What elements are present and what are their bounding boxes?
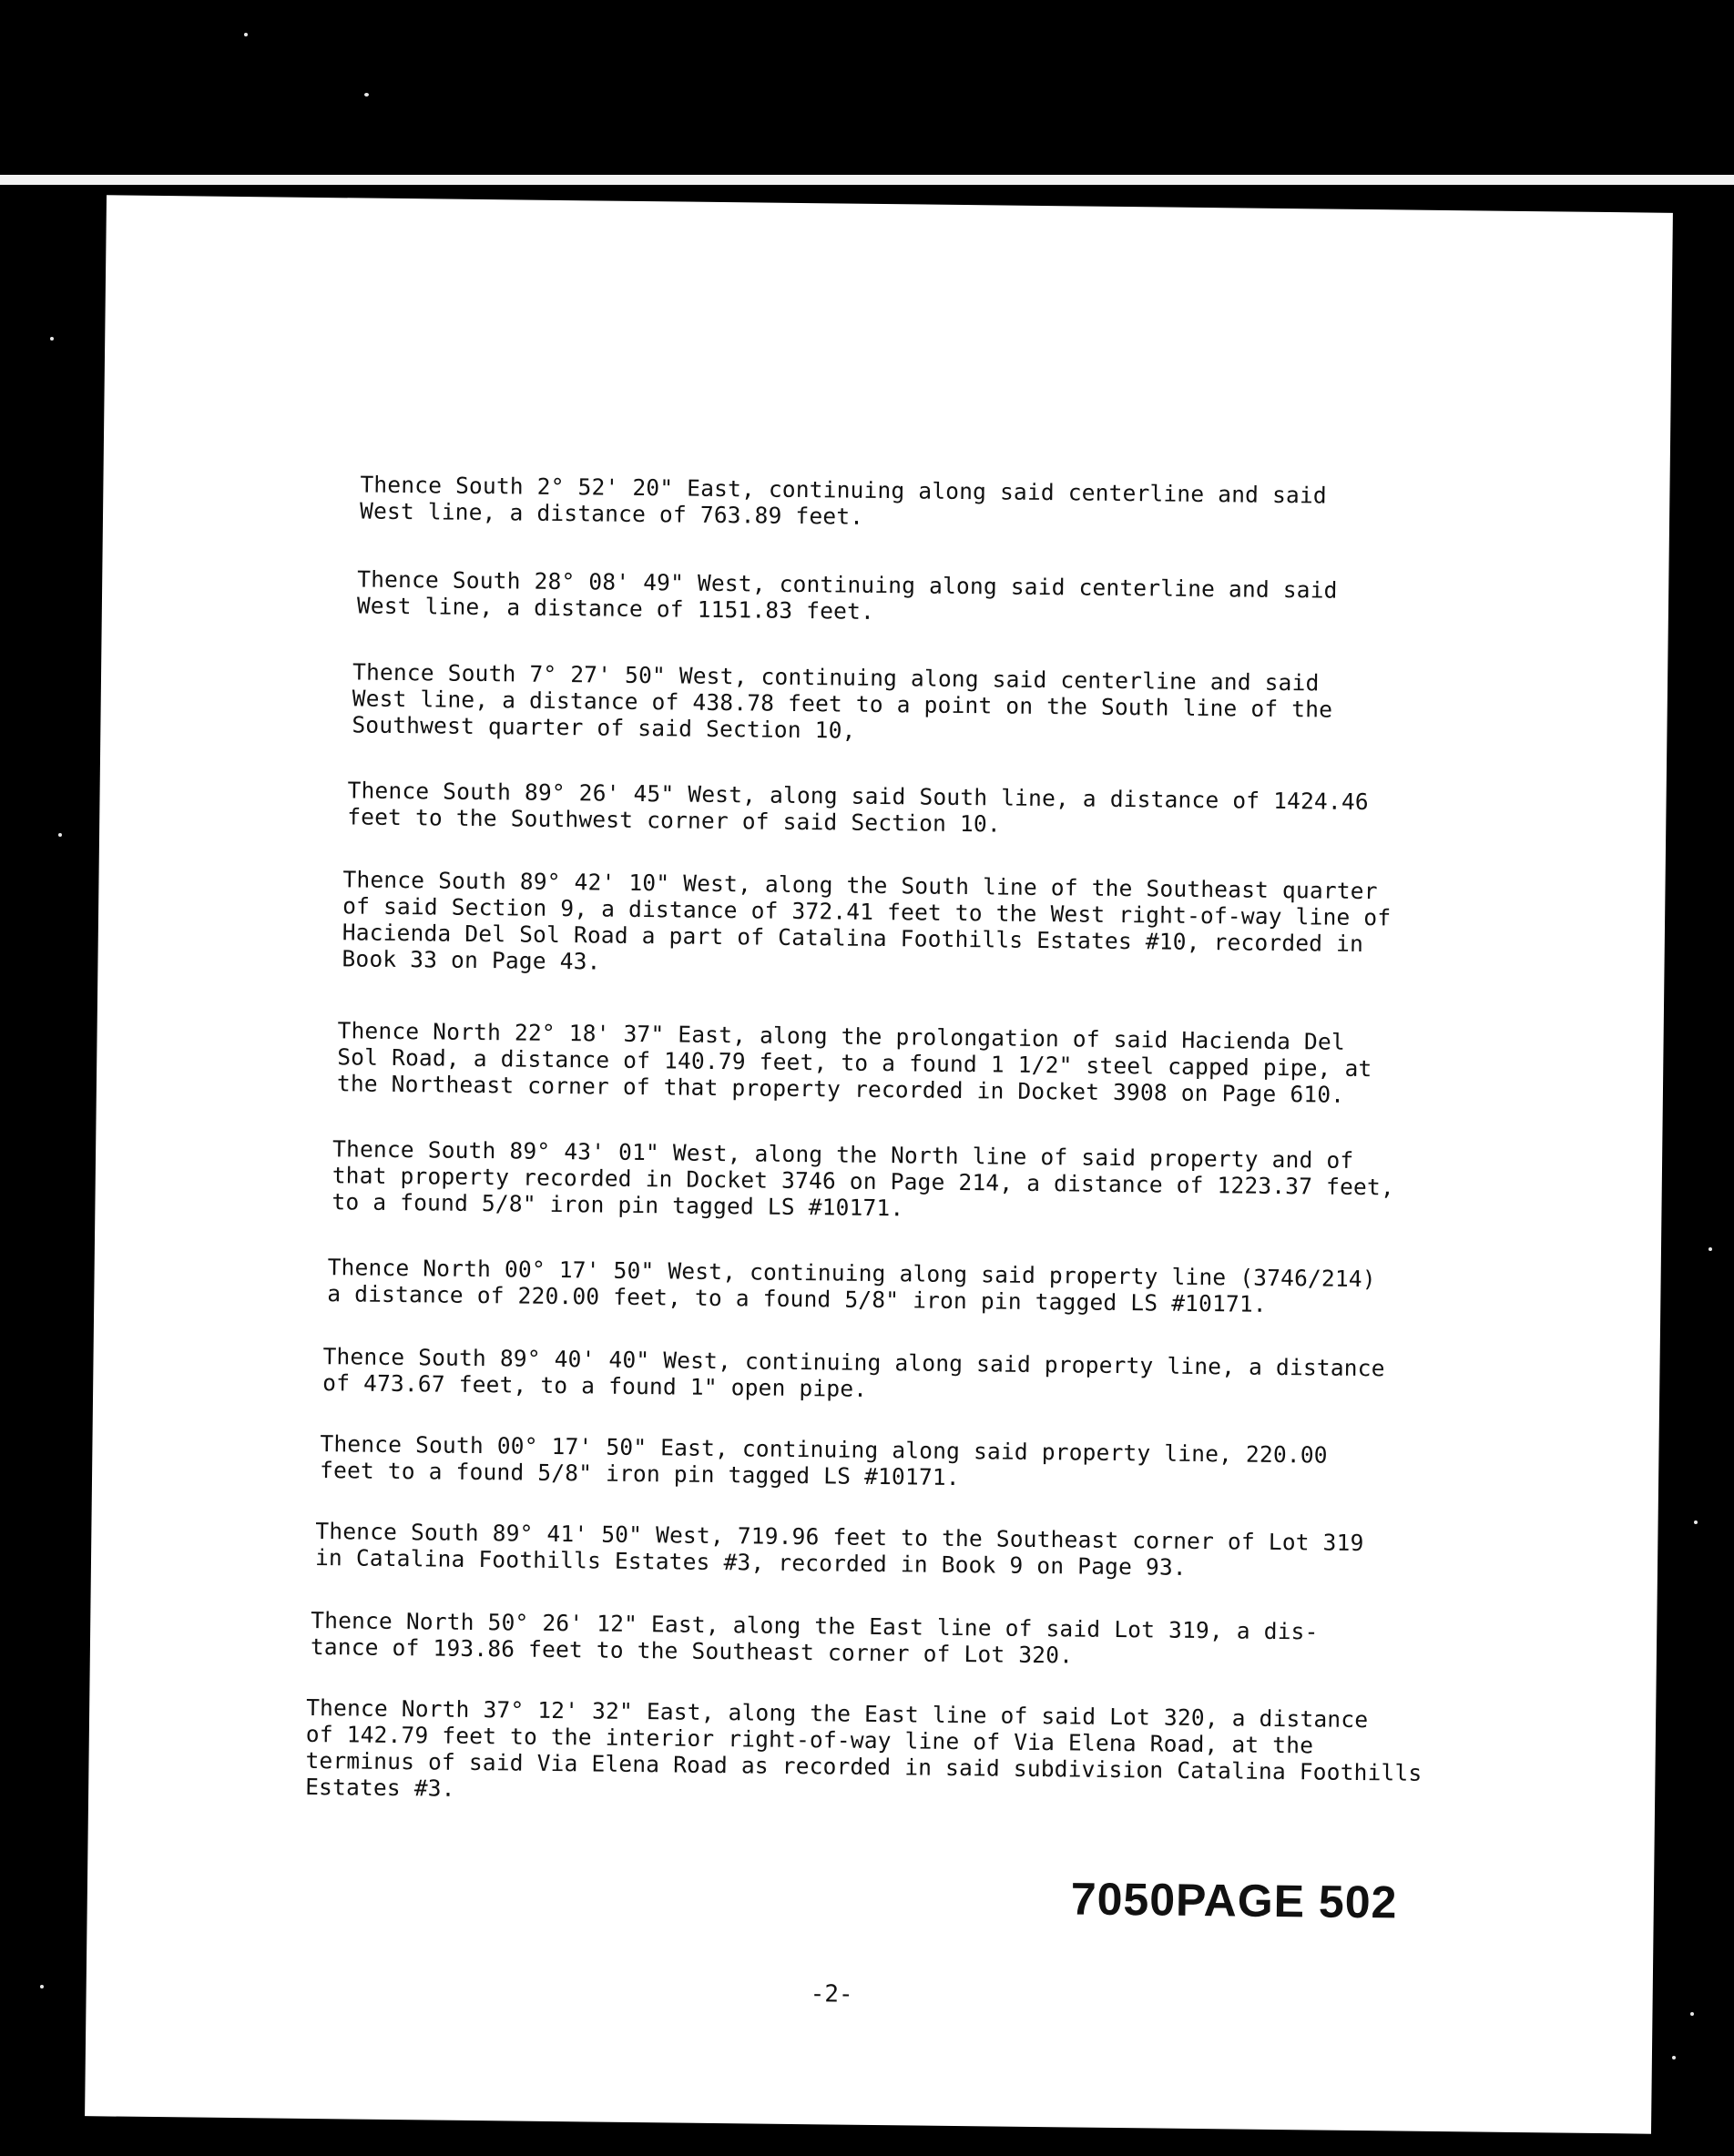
paragraph: Thence North 00° 17' 50" West, continuing along said property line (3746/214) a distance of 220.00 feet, to a found 5/8" iron pin tagged LS #10171. [327,1254,1376,1317]
scan-speck [1708,1247,1712,1251]
scan-speck [364,93,369,97]
paragraph: Thence South 89° 26' 45" West, along said South line, a distance of 1424.46 feet to the Southwest corner of said Section 10. [347,777,1370,838]
scan-speck [40,1985,44,1988]
scan-speck [244,33,248,36]
paragraph: Thence South 89° 40' 40" West, continuing along said property line, a distance of 473.67 feet, to a found 1" open pipe. [322,1343,1385,1402]
scan-speck [1694,1520,1698,1524]
scan-speck [58,833,62,837]
paragraph: Thence South 28° 08' 49" West, continuing along said centerline and said West line, a distance of 1151.83 feet. [356,565,1338,625]
scan-speck [50,337,54,341]
book-page-stamp: 7050PAGE 502 [1070,1873,1398,1928]
page-number: -2- [810,1980,853,2009]
document-page [85,195,1673,2133]
paragraph: Thence South 7° 27' 50" West, continuing along said centerline and said West line, a distance of 438.78 feet to a point on the South line of the Southwest quarter of said Section 10, [352,658,1333,744]
paragraph: Thence North 50° 26' 12" East, along the East line of said Lot 319, a dis- tance of 193.86 feet to the Southeast corner of Lot 320. [310,1606,1319,1669]
paragraph: Thence South 89° 42' 10" West, along the South line of the Southeast quarter of said Section 9, a distance of 372.41 feet to the West right-of-way line of Hacienda Del Sol Road a part of Catalina Foothills Estates #10, recorded in Book 33 on Page 43. [342,866,1392,975]
scan-speck [1672,2056,1676,2059]
paragraph: Thence North 37° 12' 32" East, along the East line of said Lot 320, a distance of 142.79 feet to the interior right-of-way line of Via Elena Road, at the terminus of said Via Elena Road as recorded in said subdivision Catalina Foothills Estates #3. [305,1693,1423,1802]
scan-speck [1690,2012,1694,2016]
paragraph: Thence North 22° 18' 37" East, along the prolongation of said Hacienda Del Sol Road, a distance of 140.79 feet, to a found 1 1/2" steel capped pipe, at the Northeast corner of that property recorded in Docket 3908 on Page 610. [336,1017,1372,1108]
top-edge-rule [0,175,1734,185]
paragraph: Thence South 89° 43' 01" West, along the North line of said property and of that property recorded in Docket 3746 on Page 214, a distance of 1223.37 feet, to a found 5/8" iron pin tagged LS #10171. [332,1135,1395,1222]
paragraph: Thence South 00° 17' 50" East, continuing along said property line, 220.00 feet to a found 5/8" iron pin tagged LS #10171. [319,1430,1328,1491]
paragraph: Thence South 2° 52' 20" East, continuing along said centerline and said West line, a distance of 763.89 feet. [359,471,1328,530]
paragraph: Thence South 89° 41' 50" West, 719.96 feet to the Southeast corner of Lot 319 in Catalina Foothills Estates #3, recorded in Book 9 on Page 93. [314,1518,1364,1581]
